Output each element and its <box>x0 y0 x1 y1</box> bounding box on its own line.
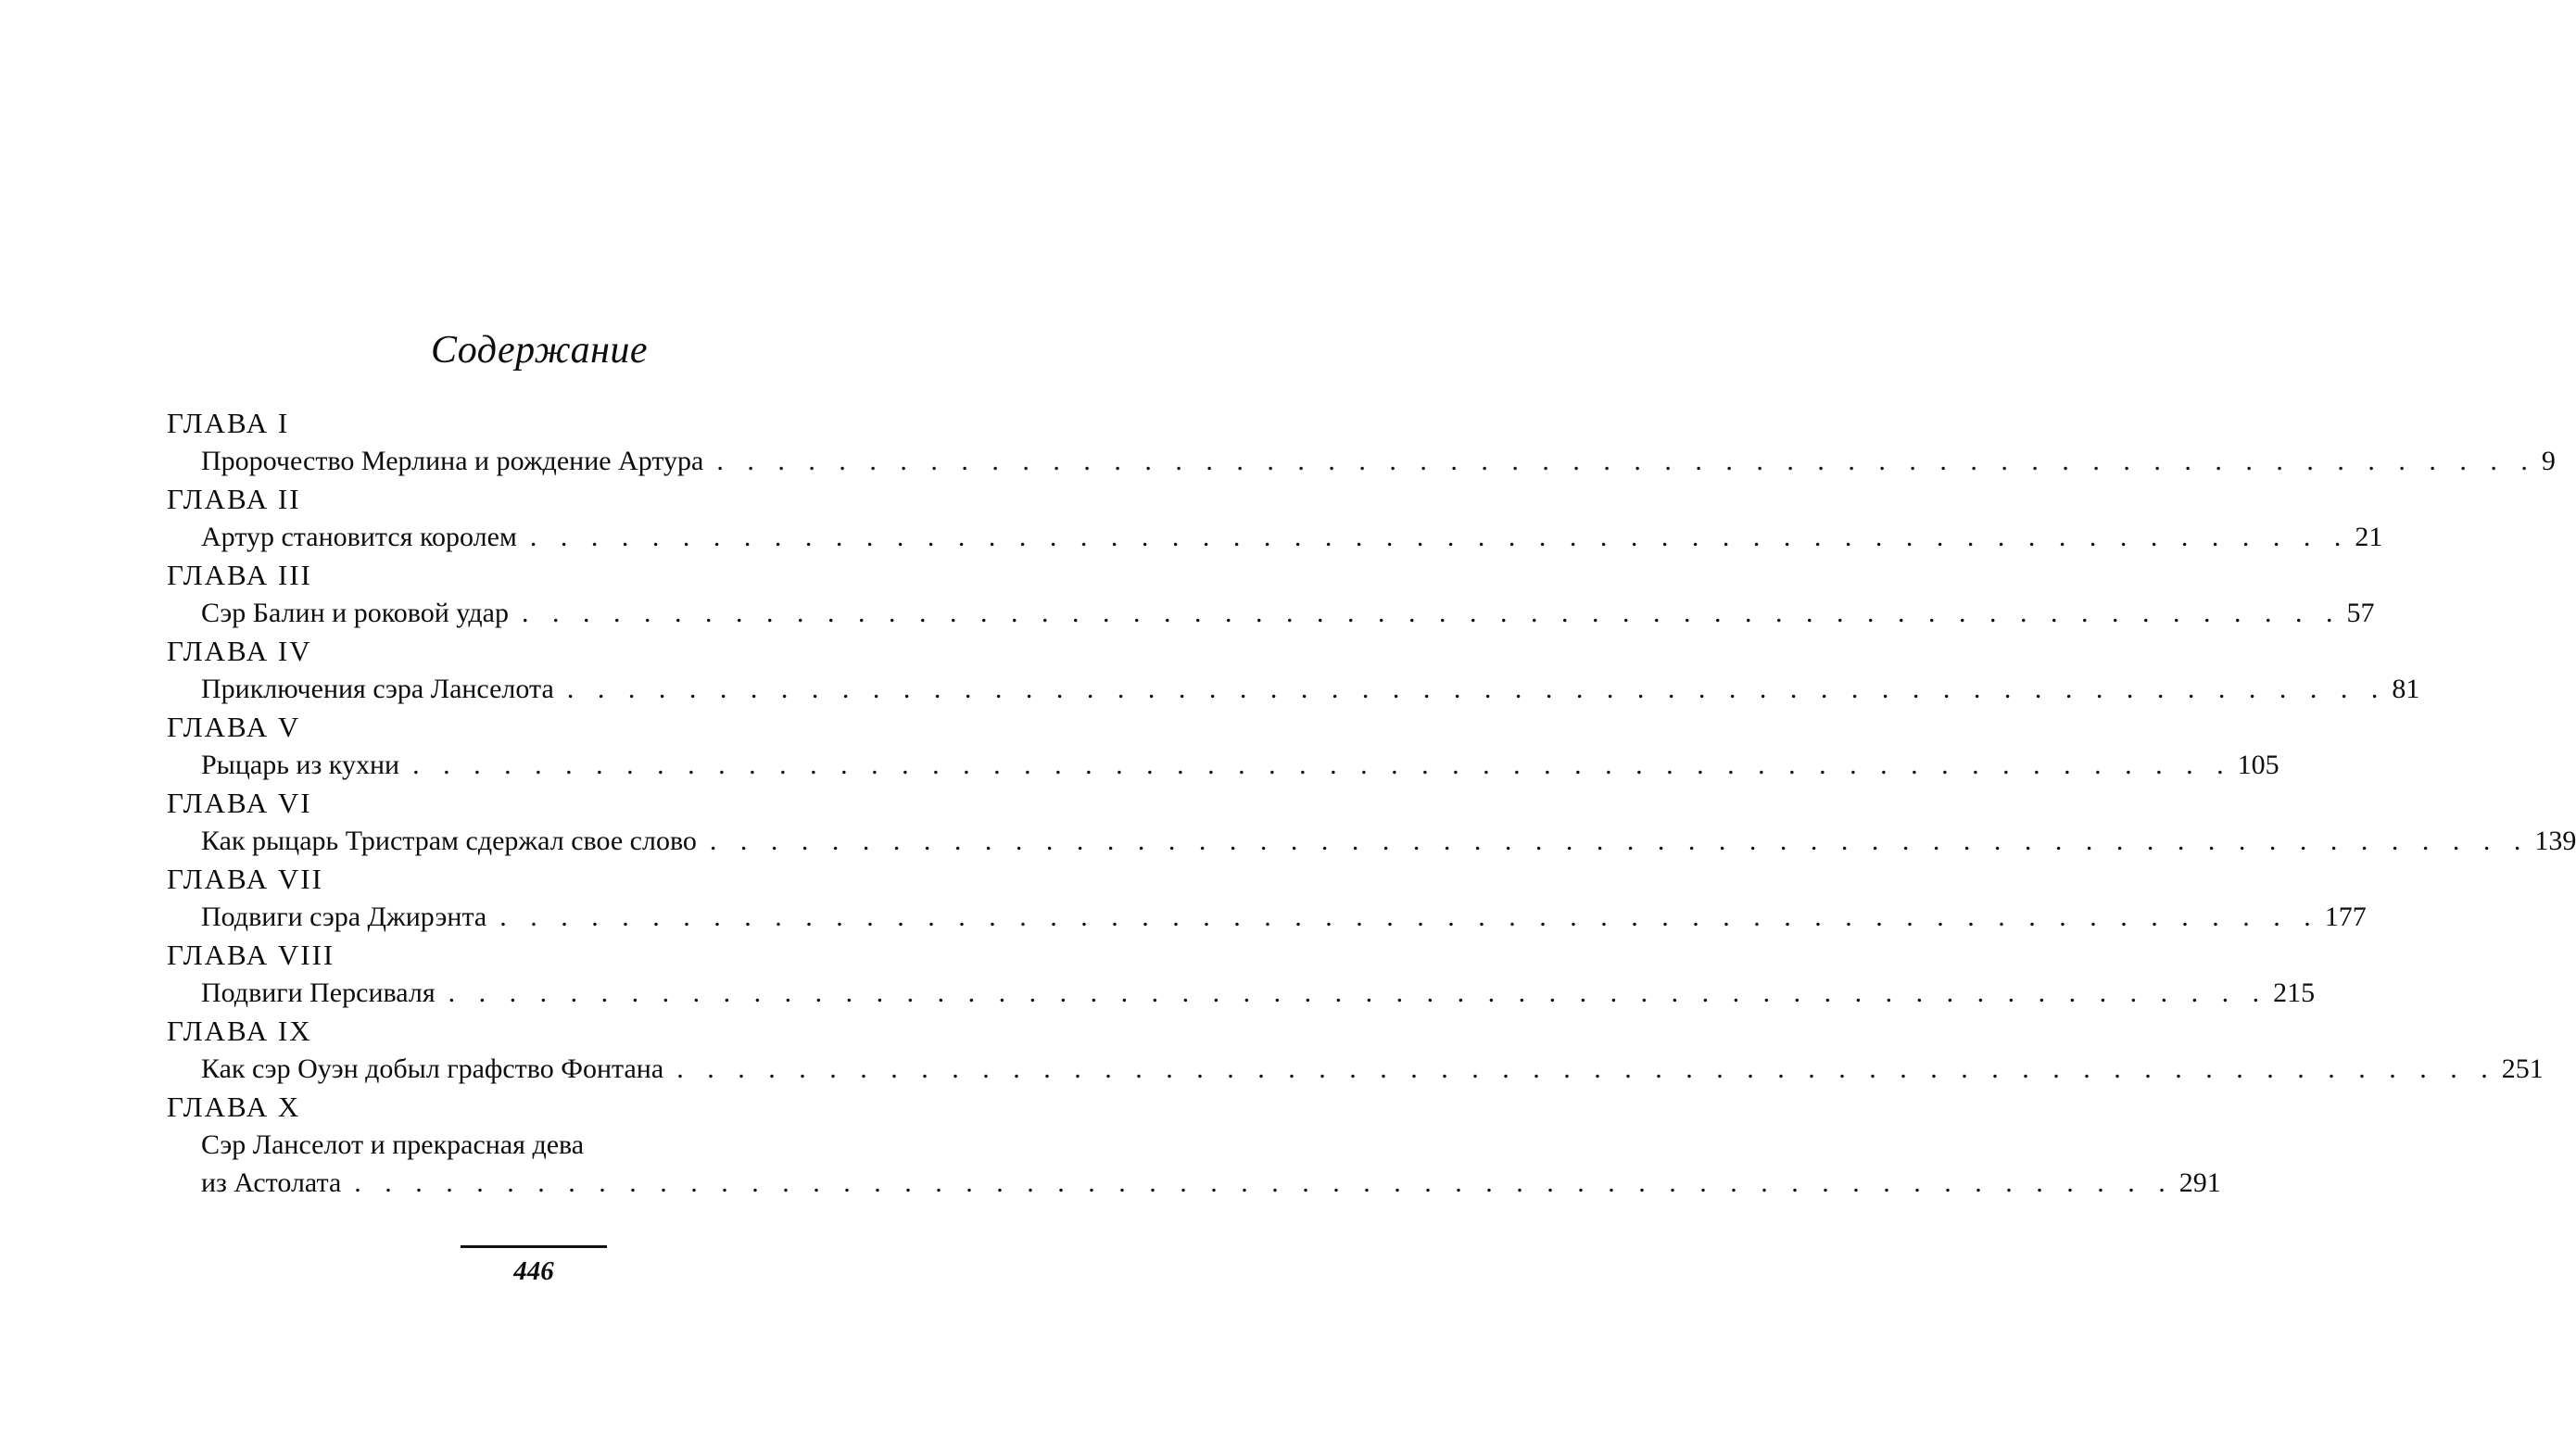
chapter-title-row <box>167 670 2420 708</box>
chapter-title-row <box>167 898 2367 936</box>
chapter-page-number: 9 <box>2541 446 2556 476</box>
toc-entry <box>167 860 2367 936</box>
toc-entry <box>167 1012 2544 1088</box>
chapter-label: ГЛАВА VI <box>167 787 312 819</box>
chapter-page-number: 251 <box>2501 1053 2544 1084</box>
chapter-page-number: 177 <box>2324 902 2367 932</box>
chapter-title-row <box>167 442 2556 480</box>
dot-leader: . . . . . . . . . . . . . . . . . . . . . . . . . . . . . . . . . . . . . . . . . . . . . . . . . . . . . . . . . . . . <box>354 1167 2174 1198</box>
dot-leader: . . . . . . . . . . . . . . . . . . . . . . . . . . . . . . . . . . . . . . . . . . . . . . . . . . . . . . . . . . . . <box>676 1053 2496 1084</box>
chapter-title: из Астолата <box>201 1167 342 1198</box>
dot-leader: . . . . . . . . . . . . . . . . . . . . . . . . . . . . . . . . . . . . . . . . . . . . . . . . . . . . . . . . . . . . <box>709 826 2530 856</box>
toc-entry <box>167 936 2316 1012</box>
dot-leader: . . . . . . . . . . . . . . . . . . . . . . . . . . . . . . . . . . . . . . . . . . . . . . . . . . . . . . . . . . . . <box>716 446 2536 476</box>
chapter-page-number: 139 <box>2534 826 2576 856</box>
dot-leader: . . . . . . . . . . . . . . . . . . . . . . . . . . . . . . . . . . . . . . . . . . . . . . . . . . . . . . . . . . . . <box>521 598 2342 628</box>
chapter-title: Как рыцарь Тристрам сдержал свое слово <box>201 826 697 856</box>
chapter-label: ГЛАВА I <box>167 407 290 439</box>
chapter-page-number: 57 <box>2346 598 2375 628</box>
dot-leader: . . . . . . . . . . . . . . . . . . . . . . . . . . . . . . . . . . . . . . . . . . . . . . . . . . . . . . . . . . . . <box>499 902 2319 932</box>
chapter-label: ГЛАВА X <box>167 1091 301 1123</box>
chapter-title-row <box>167 822 2576 860</box>
chapter-label: ГЛАВА V <box>167 711 301 743</box>
chapter-title: Рыцарь из кухни <box>201 750 400 780</box>
chapter-label: ГЛАВА VIII <box>167 939 335 971</box>
chapter-title: Сэр Балин и роковой удар <box>201 598 509 628</box>
dot-leader: . . . . . . . . . . . . . . . . . . . . . . . . . . . . . . . . . . . . . . . . . . . . . . . . . . . . . . . . . . . . <box>529 522 2350 552</box>
toc-entry <box>167 480 2383 556</box>
page-number: 446 <box>513 1256 554 1286</box>
chapter-page-number: 215 <box>2273 978 2316 1008</box>
toc-entry <box>167 404 2556 480</box>
chapter-title-row <box>167 746 2279 784</box>
toc-entry <box>167 784 2576 860</box>
dot-leader: . . . . . . . . . . . . . . . . . . . . . . . . . . . . . . . . . . . . . . . . . . . . . . . . . . . . . . . . . . . . <box>448 978 2268 1008</box>
chapter-label: ГЛАВА VII <box>167 863 323 895</box>
chapter-page-number: 291 <box>2178 1167 2221 1198</box>
chapter-label: ГЛАВА IX <box>167 1015 312 1047</box>
chapter-label: ГЛАВА III <box>167 559 312 591</box>
chapter-title: Артур становится королем <box>201 522 517 552</box>
chapter-title-row <box>167 974 2316 1012</box>
toc-entry <box>167 632 2420 708</box>
dot-leader: . . . . . . . . . . . . . . . . . . . . . . . . . . . . . . . . . . . . . . . . . . . . . . . . . . . . . . . . . . . . <box>412 750 2232 780</box>
chapter-title-row <box>167 518 2383 556</box>
chapter-page-number: 81 <box>2392 674 2420 704</box>
chapter-page-number: 105 <box>2237 750 2279 780</box>
toc-list <box>167 404 2576 1202</box>
chapter-title-row <box>167 1050 2544 1088</box>
chapter-label: ГЛАВА IV <box>167 635 312 667</box>
toc-entry <box>167 1088 2221 1202</box>
chapter-title: Приключения сэра Ланселота <box>201 674 554 704</box>
chapter-page-number: 21 <box>2355 522 2383 552</box>
chapter-title-row <box>167 1164 2221 1202</box>
toc-entry <box>167 556 2375 632</box>
chapter-title-row <box>167 594 2375 632</box>
footer-rule <box>461 1245 607 1248</box>
chapter-title: Подвиги сэра Джирэнта <box>201 902 487 932</box>
chapter-label: ГЛАВА II <box>167 483 301 515</box>
toc-entry <box>167 708 2279 784</box>
dot-leader: . . . . . . . . . . . . . . . . . . . . . . . . . . . . . . . . . . . . . . . . . . . . . . . . . . . . . . . . . . . . <box>566 674 2387 704</box>
chapter-title: Как сэр Оуэн добыл графство Фонтана <box>201 1053 664 1084</box>
chapter-title: Пророчество Мерлина и рождение Артура <box>201 446 704 476</box>
toc-title: Содержание <box>430 329 649 372</box>
chapter-title-line: Сэр Ланселот и прекрасная дева <box>201 1129 585 1160</box>
chapter-title: Подвиги Персиваля <box>201 978 436 1008</box>
